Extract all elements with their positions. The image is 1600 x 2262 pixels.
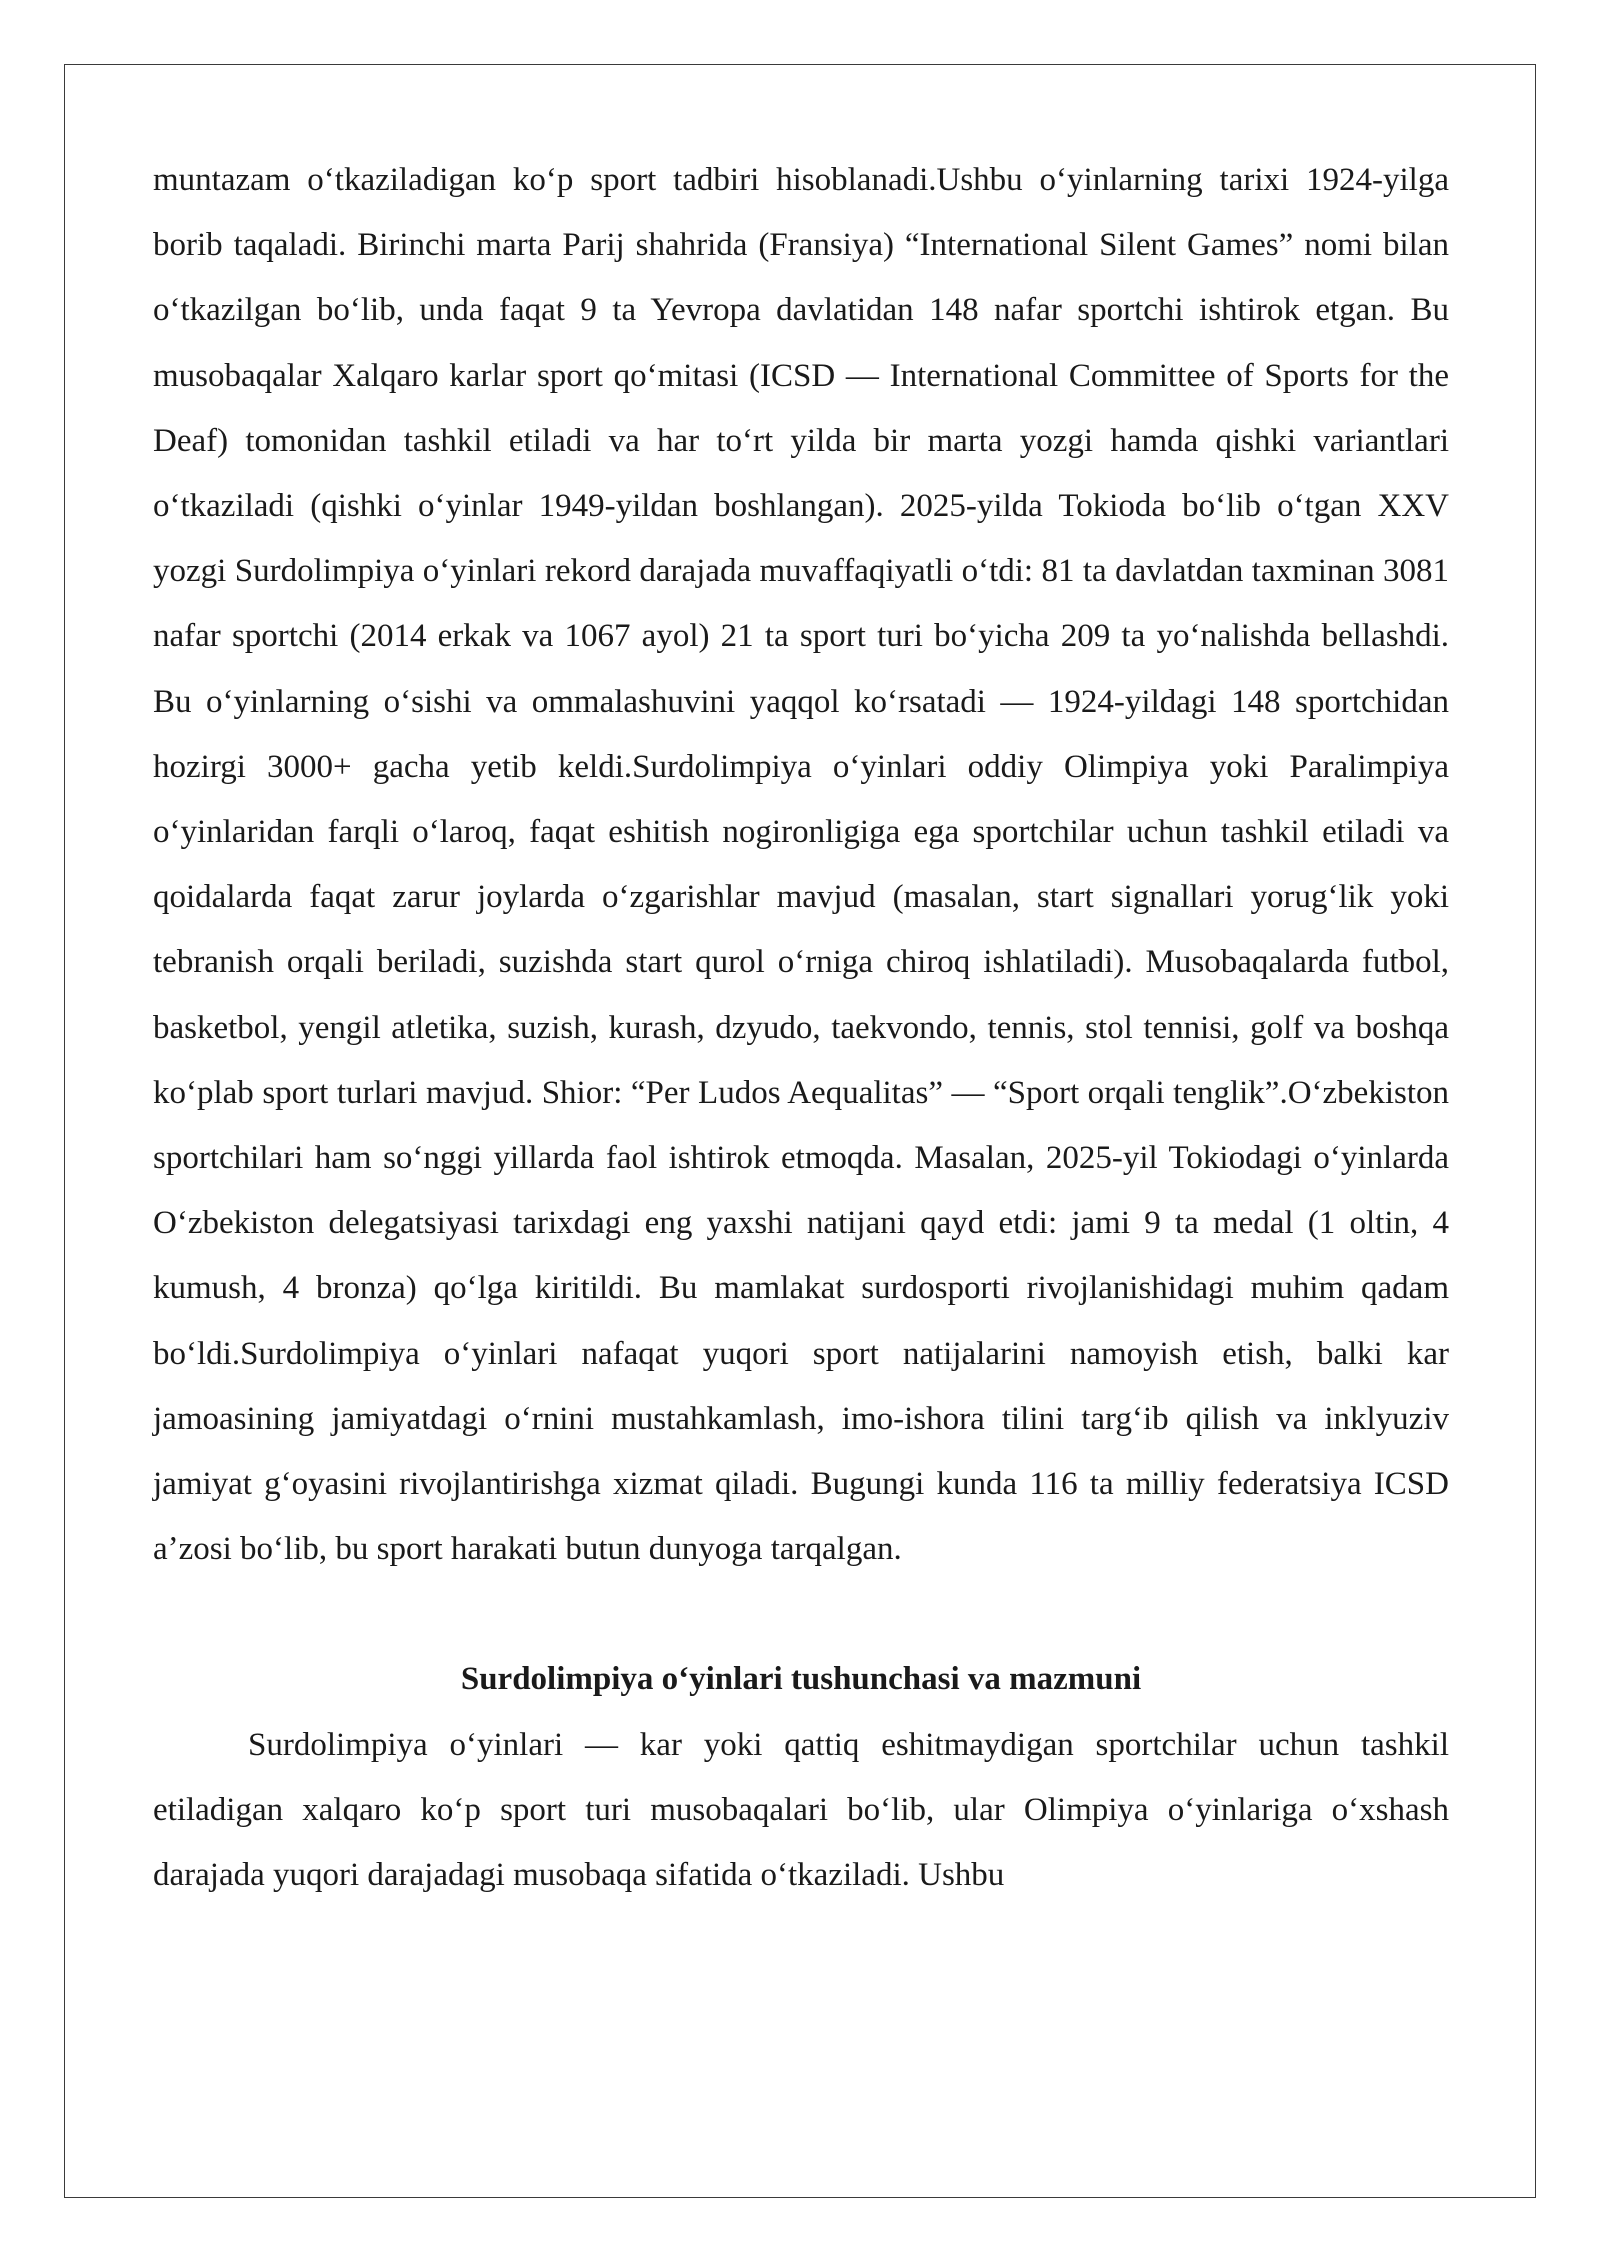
section-heading: Surdolimpiya oʻyinlari tushunchasi va mazmuni xyxy=(460,1661,1142,1698)
body-paragraph-2: Surdolimpiya oʻyinlari — kar yoki qattiq eshitmaydigan sportchilar uchun tashkil etiladigan xalqaro koʻp sport turi musobaqalari boʻlib, ular Olimpiya oʻyinlariga oʻxshash darajada yuqori darajadagi musobaqa sifatida oʻtkaziladi. Ushbu xyxy=(153,1726,1449,1894)
document-body xyxy=(153,148,1449,1908)
body-paragraph: muntazam oʻtkaziladigan koʻp sport tadbiri hisoblanadi.Ushbu oʻyinlarning tarixi 1924-yilga borib taqaladi. Birinchi marta Parij shahrida (Fransiya) “International Silent Games” nomi bilan oʻtkazilgan boʻlib, unda faqat 9 ta Yevropa davlatidan 148 nafar sportchi ishtirok etgan. Bu musobaqalar Xalqaro karlar sport qoʻmitasi (ICSD — International Committee of Sports for the Deaf) tomonidan tashkil etiladi va har toʻrt yilda bir marta yozgi hamda qishki variantlari oʻtkaziladi (qishki oʻyinlar 1949-yildan boshlangan). 2025-yilda Tokioda boʻlib oʻtgan XXV yozgi Surdolimpiya oʻyinlari rekord darajada muvaffaqiyatli oʻtdi: 81 ta davlatdan taxminan 3081 nafar sportchi (2014 erkak va 1067 ayol) 21 ta sport turi boʻyicha 209 ta yoʻnalishda bellashdi. Bu oʻyinlarning oʻsishi va ommalashuvini yaqqol koʻrsatadi — 1924-yildagi 148 sportchidan hozirgi 3000+ gacha yetib keldi.Surdolimpiya oʻyinlari oddiy Olimpiya yoki Paralimpiya oʻyinlaridan farqli oʻlaroq, faqat eshitish nogironligiga ega sportchilar uchun tashkil etiladi va qoidalarda faqat zarur joylarda oʻzgarishlar mavjud (masalan, start signallari yorugʻlik yoki tebranish orqali beriladi, suzishda start qurol oʻrniga chiroq ishlatiladi). Musobaqalarda futbol, basketbol, yengil atletika, suzish, kurash, dzyudo, taekvondo, tennis, stol tennisi, golf va boshqa koʻplab sport turlari mavjud. Shior: “Per Ludos Aequalitas” — “Sport orqali tenglik”.Oʻzbekiston sportchilari ham soʻnggi yillarda faol ishtirok etmoqda. Masalan, 2025-yil Tokiodagi oʻyinlarda Oʻzbekiston delegatsiyasi tarixdagi eng yaxshi natijani qayd etdi: jami 9 ta medal (1 oltin, 4 kumush, 4 bronza) qoʻlga kiritildi. Bu mamlakat surdosporti rivojlanishidagi muhim qadam boʻldi.Surdolimpiya oʻyinlari nafaqat yuqori sport natijalarini namoyish etish, balki kar jamoasining jamiyatdagi oʻrnini mustahkamlash, imo-ishora tilini targʻib qilish va inklyuziv jamiyat gʻoyasini rivojlantirishga xizmat qiladi. Bugungi kunda 116 ta milliy federatsiya ICSD aʼzosi boʻlib, bu sport harakati butun dunyoga tarqalgan. xyxy=(153,162,1449,1568)
